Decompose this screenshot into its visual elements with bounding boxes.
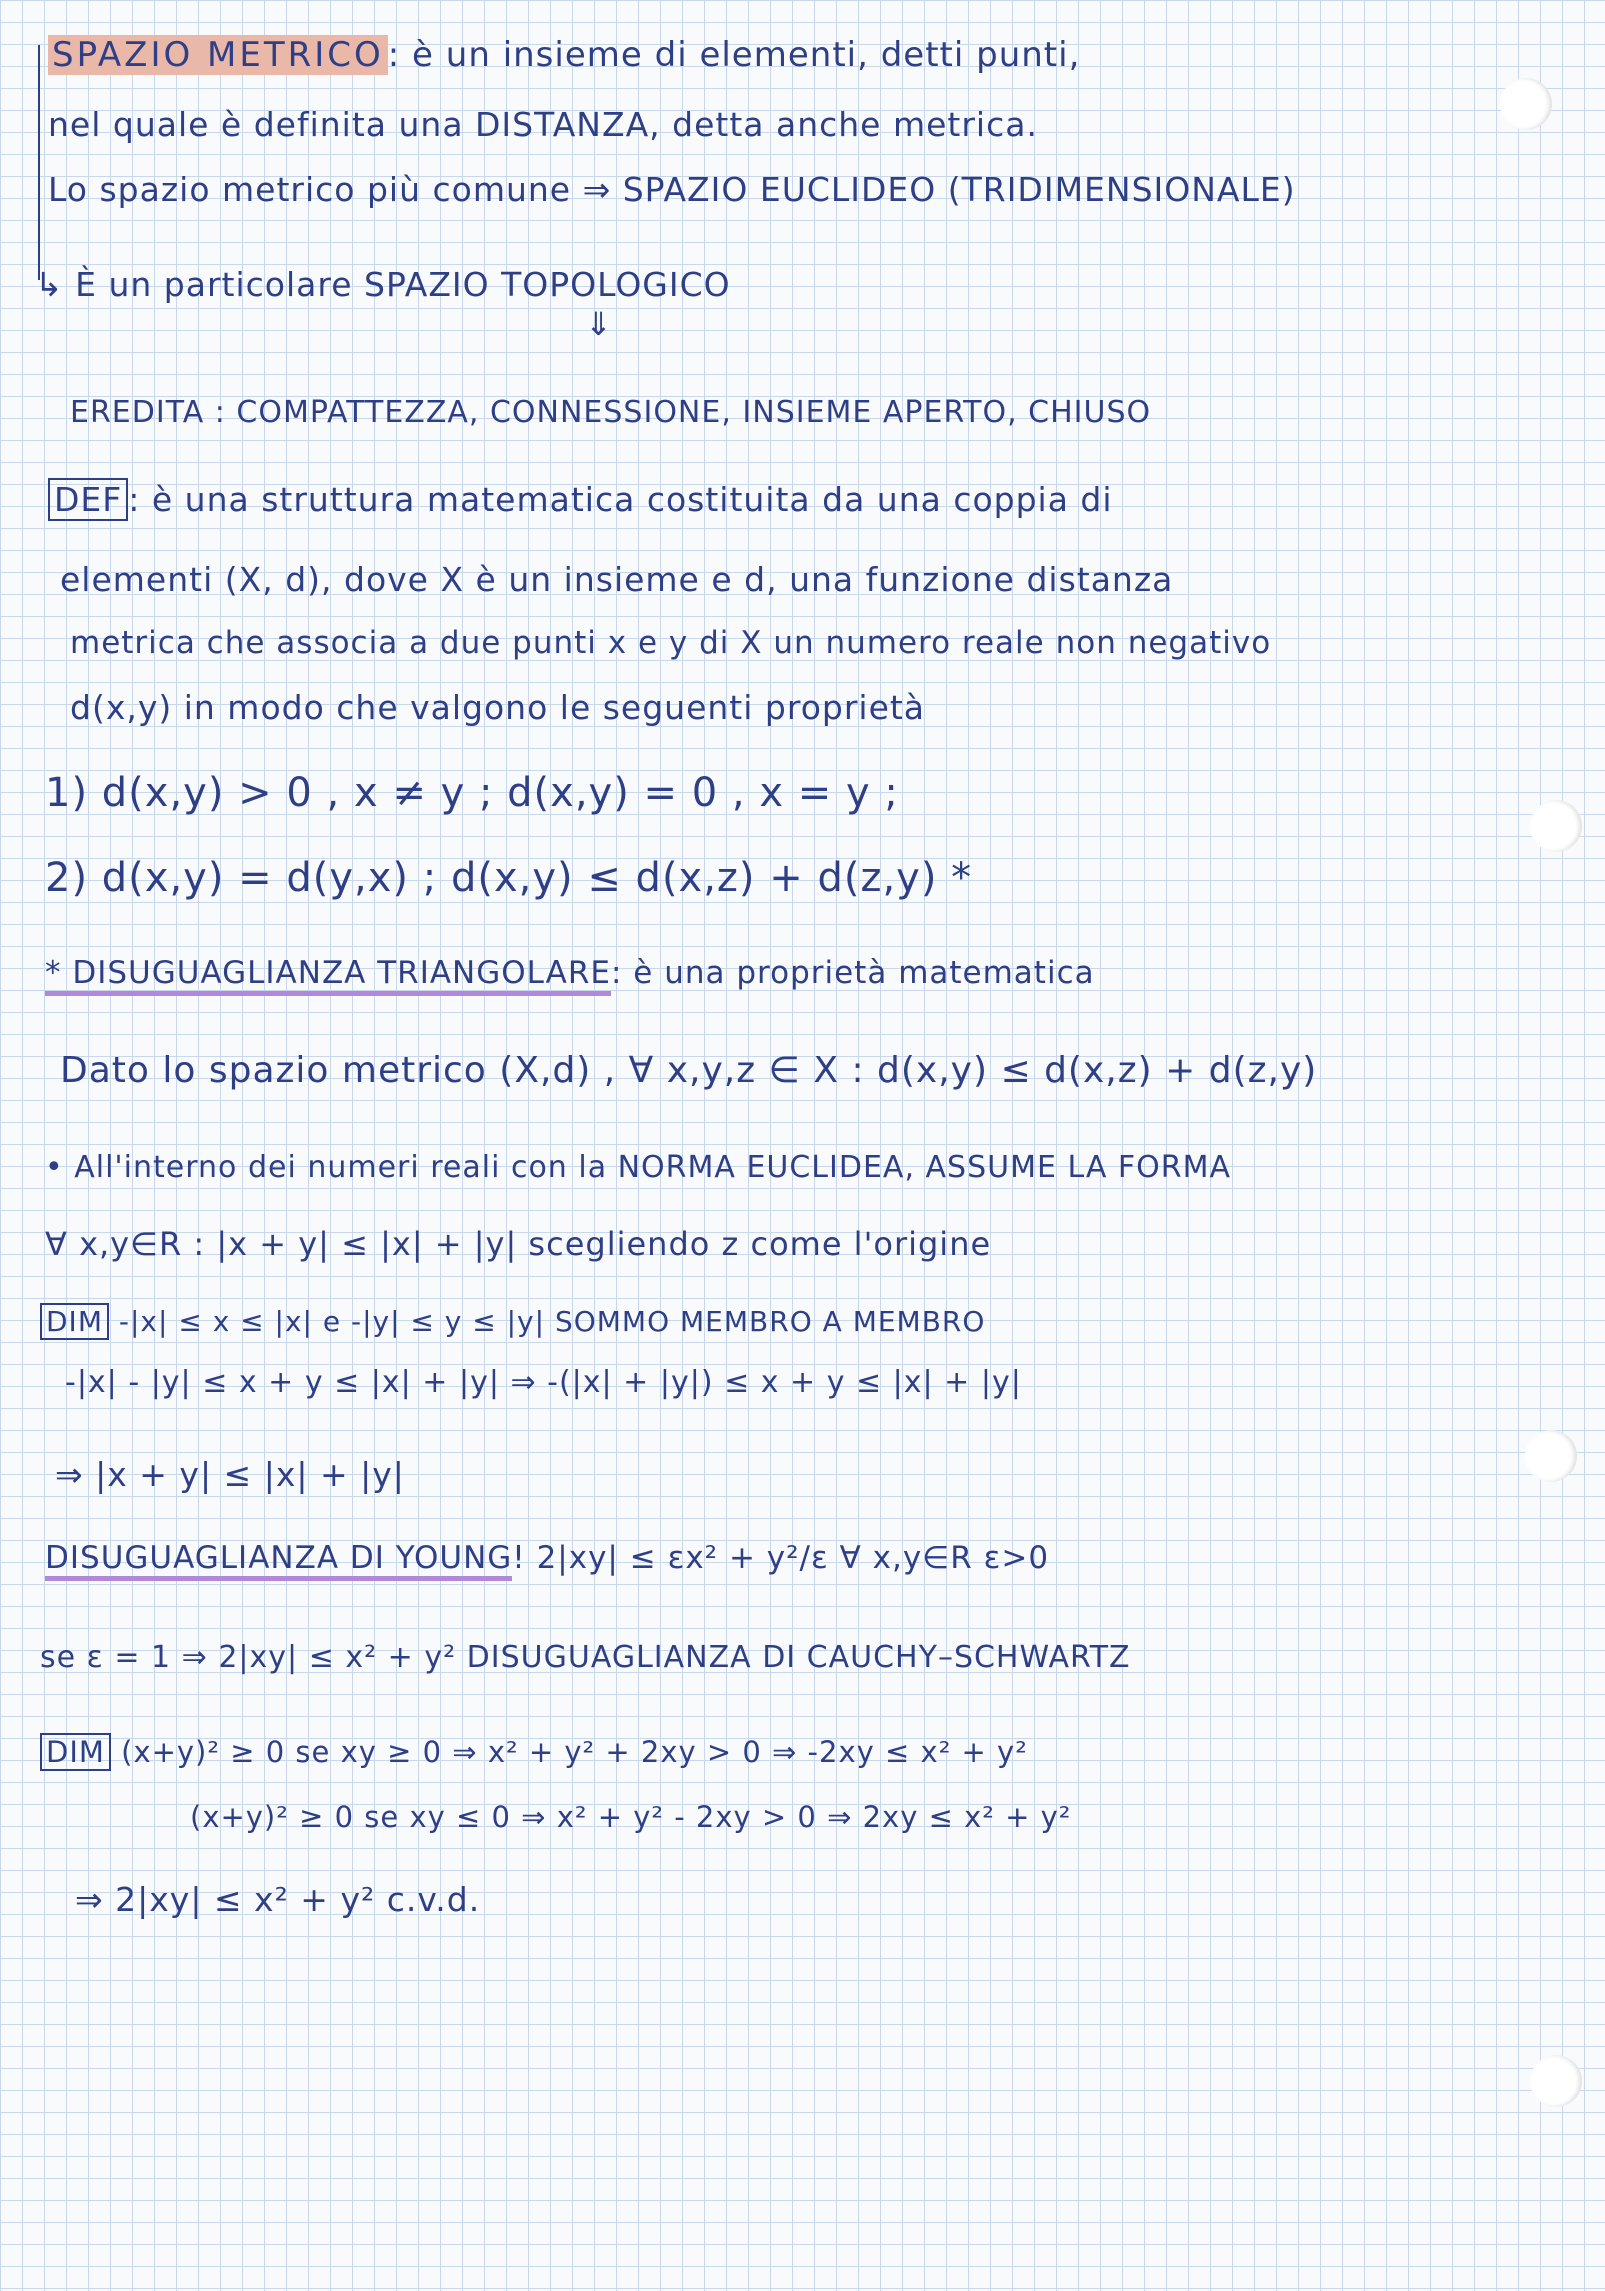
def-line-4: d(x,y) in modo che valgono le seguenti proprietà	[70, 688, 926, 727]
property-2: 2) d(x,y) = d(y,x) ; d(x,y) ≤ d(x,z) + d(z,y) *	[45, 855, 973, 901]
margin-bracket-line	[38, 45, 40, 280]
young-line-1: se ε = 1 ⇒ 2|xy| ≤ x² + y² DISUGUAGLIANZA DI CAUCHY–SCHWARTZ	[40, 1640, 1131, 1675]
page-title: SPAZIO METRICO	[48, 35, 388, 75]
def-line-2: elementi (X, d), dove X è un insieme e d, una funzione distanza	[60, 560, 1174, 599]
young-dim-1-text: (x+y)² ≥ 0 se xy ≥ 0 ⇒ x² + y² + 2xy > 0 ⇒ -2xy ≤ x² + y²	[110, 1735, 1028, 1769]
triangolare-dim-2: -|x| - |y| ≤ x + y ≤ |x| + |y| ⇒ -(|x| + |y|) ≤ x + y ≤ |x| + |y|	[65, 1365, 1022, 1400]
binder-hole-4	[1530, 2055, 1582, 2107]
eredita-line: EREDITA : COMPATTEZZA, CONNESSIONE, INSIEME APERTO, CHIUSO	[70, 395, 1152, 430]
triangolare-dim-label: DIM	[40, 1303, 109, 1340]
young-dim-2: (x+y)² ≥ 0 se xy ≤ 0 ⇒ x² + y² - 2xy > 0 ⇒ 2xy ≤ x² + y²	[190, 1800, 1072, 1834]
young-title: DISUGUAGLIANZA DI YOUNG	[45, 1540, 512, 1581]
def-line-1	[48, 480, 1113, 519]
triangolare-dim-1	[40, 1305, 985, 1338]
binder-hole-2	[1530, 800, 1582, 852]
young-dim-1	[40, 1735, 1028, 1769]
young-dim-3: ⇒ 2|xy| ≤ x² + y² c.v.d.	[75, 1880, 481, 1919]
triangolare-title: * DISUGUAGLIANZA TRIANGOLARE	[45, 955, 611, 996]
binder-hole-3	[1525, 1430, 1577, 1482]
triangolare-heading	[45, 955, 1095, 991]
young-dim-label: DIM	[40, 1733, 111, 1771]
triangolare-dim-1-text: -|x| ≤ x ≤ |x| e -|y| ≤ y ≤ |y| SOMMO MEMBRO A MEMBRO	[108, 1305, 986, 1338]
triangolare-title-rest: : è una proprietà matematica	[611, 955, 1095, 991]
intro-line-1-text: : è un insieme di elementi, detti punti,	[387, 35, 1081, 75]
def-label: DEF	[48, 478, 128, 521]
intro-line-3: Lo spazio metrico più comune ⇒ SPAZIO EUCLIDEO (TRIDIMENSIONALE)	[48, 170, 1296, 209]
binder-hole-1	[1500, 78, 1552, 130]
young-formula: ! 2|xy| ≤ εx² + y²/ε ∀ x,y∈R ε>0	[512, 1540, 1050, 1576]
def-line-3: metrica che associa a due punti x e y di X un numero reale non negativo	[70, 625, 1272, 661]
down-arrow: ⇓	[585, 305, 613, 343]
property-1: 1) d(x,y) > 0 , x ≠ y ; d(x,y) = 0 , x = y ;	[45, 770, 899, 816]
intro-line-1	[48, 35, 1080, 75]
triangolare-line-3: ∀ x,y∈R : |x + y| ≤ |x| + |y| scegliendo z come l'origine	[45, 1225, 992, 1263]
triangolare-line-1: Dato lo spazio metrico (X,d) , ∀ x,y,z ∈ X : d(x,y) ≤ d(x,z) + d(z,y)	[60, 1050, 1318, 1091]
def-line-1-text: : è una struttura matematica costituita da una coppia di	[128, 480, 1113, 519]
triangolare-line-2: • All'interno dei numeri reali con la NORMA EUCLIDEA, ASSUME LA FORMA	[45, 1150, 1232, 1185]
young-heading	[45, 1540, 1049, 1576]
intro-line-4: ↳ È un particolare SPAZIO TOPOLOGICO	[35, 265, 731, 304]
triangolare-dim-3: ⇒ |x + y| ≤ |x| + |y|	[55, 1455, 405, 1494]
intro-line-2: nel quale è definita una DISTANZA, detta anche metrica.	[48, 105, 1038, 144]
